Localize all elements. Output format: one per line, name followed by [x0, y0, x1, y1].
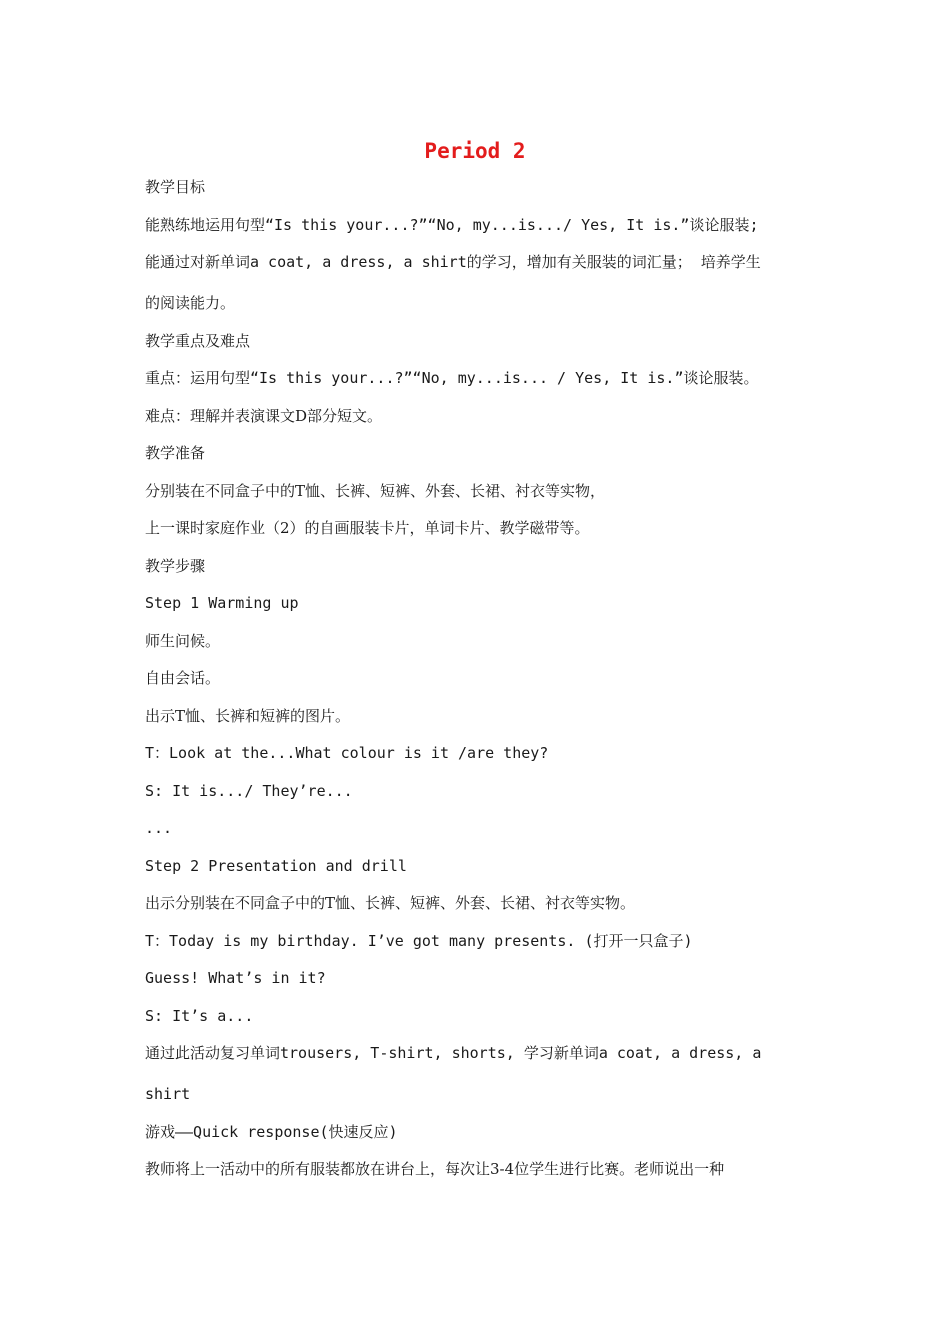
objective-line-1: 能熟练地运用句型“Is this your...?”“No, my...is.../ Yes, It is.”谈论服装;	[145, 215, 759, 234]
step-1-ellipsis: ...	[145, 819, 173, 837]
objective-line-2: 能通过对新单词a coat, a dress, a shirt的学习，增加有关服装的词汇量； 培养学生	[145, 253, 761, 271]
step-2-student-line: S: It’s a...	[145, 1006, 254, 1025]
step-2-guess-line: Guess! What’s in it?	[145, 969, 326, 987]
game-heading: 游戏——Quick response(快速反应)	[145, 1122, 398, 1141]
step-2-review-line-1: 通过此活动复习单词trousers, T-shirt, shorts, 学习新单词a coat, a dress, a	[145, 1044, 762, 1062]
step-2-heading: Step 2 Presentation and drill	[145, 856, 407, 875]
step-1-line-free-talk: 自由会话。	[145, 669, 221, 687]
document-body	[145, 174, 810, 1194]
step-2-review-line-2: shirt	[145, 1085, 191, 1103]
game-description-line: 教师将上一活动中的所有服装都放在讲台上，每次让3-4位学生进行比赛。老师说出一种	[145, 1160, 725, 1178]
document-title: Period 2	[424, 139, 526, 163]
step-2-teacher-line: T：Today is my birthday. I’ve got many presents. (打开一只盒子)	[145, 931, 693, 950]
step-1-line-show-pictures: 出示T恤、长裤和短裤的图片。	[145, 706, 351, 725]
heading-key-points: 教学重点及难点	[145, 331, 251, 350]
objective-line-3: 的阅读能力。	[145, 294, 236, 312]
heading-teaching-steps: 教学步骤	[145, 556, 206, 575]
step-1-teacher-line: T：Look at the...What colour is it /are they?	[145, 744, 549, 762]
key-point-line: 重点：运用句型“Is this your...?”“No, my...is... / Yes, It is.”谈论服装。	[145, 369, 759, 387]
preparation-line-2: 上一课时家庭作业（2）的自画服装卡片，单词卡片、教学磁带等。	[145, 519, 590, 537]
heading-teaching-objectives: 教学目标	[145, 178, 206, 196]
difficult-point-line: 难点：理解并表演课文D部分短文。	[145, 406, 383, 425]
preparation-line-1: 分别装在不同盒子中的T恤、长裤、短裤、外套、长裙、衬衣等实物，	[145, 481, 606, 500]
step-1-line-greeting: 师生问候。	[145, 631, 221, 650]
step-2-line-show-items: 出示分别装在不同盒子中的T恤、长裤、短裤、外套、长裙、衬衣等实物。	[145, 894, 636, 912]
heading-preparation: 教学准备	[145, 444, 206, 462]
step-1-student-line: S: It is.../ They’re...	[145, 781, 353, 800]
step-1-heading: Step 1 Warming up	[145, 594, 299, 612]
